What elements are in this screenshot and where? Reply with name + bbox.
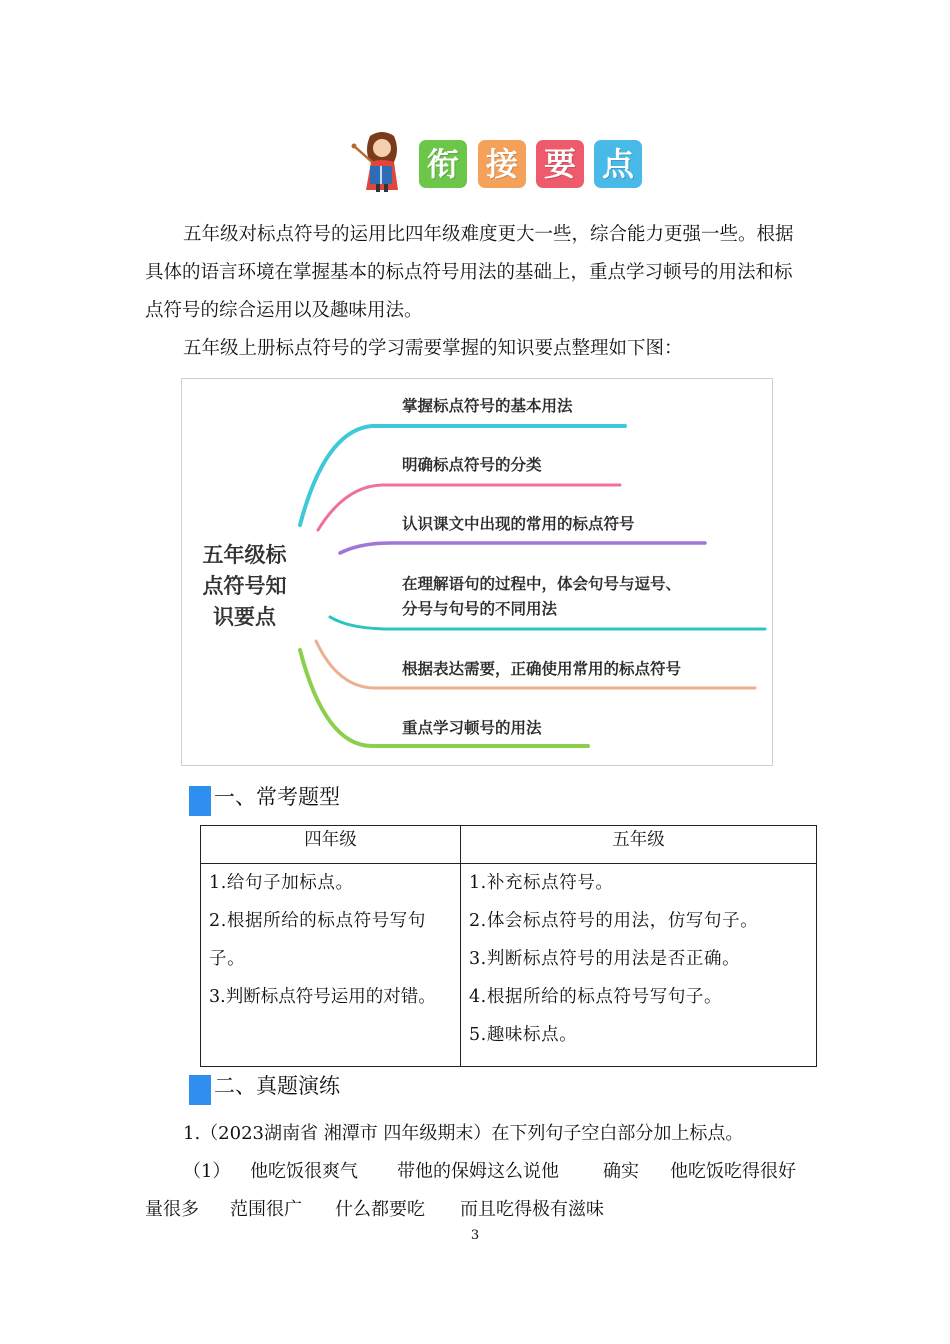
grade5-item: 2.体会标点符号的用法，仿写句子。 bbox=[468, 911, 759, 931]
question-stem: 1.（2023湖南省 湘潭市 四年级期末）在下列句子空白部分加上标点。 bbox=[183, 1123, 744, 1144]
table-cell-grade4 bbox=[201, 864, 461, 1067]
mindmap-item-4-line-1: 在理解语句的过程中，体会句号与逗号、 bbox=[402, 575, 682, 593]
mindmap-item-2: 明确标点符号的分类 bbox=[402, 456, 542, 474]
section-1-title: 一、常考题型 bbox=[214, 785, 340, 809]
table-cell-grade5 bbox=[460, 864, 816, 1067]
mindmap-item-6: 重点学习顿号的用法 bbox=[402, 719, 542, 737]
sentence-fragment: 量很多 bbox=[145, 1199, 199, 1220]
question-types-table bbox=[200, 825, 817, 1067]
intro-paragraph-1-text: 五年级对标点符号的运用比四年级难度更大一些，综合能力更强一些。根据具体的语言环境在掌握基本的标点符号用法的基础上，重点学习顿号的用法和标点符号的综合运用以及趣味用法。 bbox=[145, 224, 794, 321]
intro-paragraph-2-text: 五年级上册标点符号的学习需要掌握的知识要点整理如下图： bbox=[183, 338, 683, 359]
sentence-fragment: 带他的保姆这么说他 bbox=[397, 1161, 559, 1182]
grade4-item: 1.给句子加标点。 bbox=[209, 873, 354, 893]
mindmap-item-4-line-2: 分号与句号的不同用法 bbox=[402, 600, 558, 618]
mindmap-item-3: 认识课文中出现的常用的标点符号 bbox=[402, 515, 635, 533]
center-line-1: 五年级标 bbox=[202, 543, 287, 567]
sentence-fragment: 确实 bbox=[603, 1161, 639, 1182]
grade5-item: 4.根据所给的标点符号写句子。 bbox=[468, 987, 723, 1007]
sentence-fragment: 而且吃得极有滋味 bbox=[460, 1199, 604, 1220]
grade4-item: 子。 bbox=[209, 949, 246, 969]
banner-tile-1: 衔 bbox=[419, 140, 467, 188]
banner-tile-3: 要 bbox=[536, 140, 584, 188]
table-header-grade4: 四年级 bbox=[201, 826, 461, 864]
banner-tile-4: 点 bbox=[594, 140, 642, 188]
grade5-item: 3.判断标点符号的用法是否正确。 bbox=[468, 949, 741, 969]
sentence-fragment: 他吃饭吃得很好 bbox=[670, 1161, 796, 1182]
branch-3 bbox=[340, 543, 705, 553]
section-2-title: 二、真题演练 bbox=[214, 1074, 340, 1098]
mindmap-center-title bbox=[192, 540, 297, 633]
center-line-3: 识要点 bbox=[213, 605, 276, 629]
sentence-fragment: 什么都要吃 bbox=[335, 1199, 425, 1220]
sentence-fragment: 他吃饭很爽气 bbox=[250, 1161, 358, 1182]
page-number: 3 bbox=[470, 1228, 480, 1243]
grade5-item: 1.补充标点符号。 bbox=[468, 873, 614, 893]
mindmap-item-1: 掌握标点符号的基本用法 bbox=[402, 397, 573, 415]
section-1-marker bbox=[189, 786, 211, 816]
banner-tile-2: 接 bbox=[478, 140, 526, 188]
mindmap-item-5: 根据表达需要，正确使用常用的标点符号 bbox=[402, 660, 682, 678]
grade5-item: 5.趣味标点。 bbox=[468, 1025, 578, 1045]
mindmap-item-4 bbox=[402, 572, 681, 622]
section-2-marker bbox=[189, 1075, 211, 1105]
grade4-item: 3.判断标点符号运用的对错。 bbox=[209, 987, 436, 1007]
table-header-grade5: 五年级 bbox=[460, 826, 816, 864]
part-1-label: （1） bbox=[183, 1161, 231, 1182]
center-line-2: 点符号知 bbox=[202, 574, 287, 598]
grade4-item: 2.根据所给的标点符号写句 bbox=[209, 911, 426, 931]
sentence-fragment: 范围很广 bbox=[230, 1199, 302, 1220]
